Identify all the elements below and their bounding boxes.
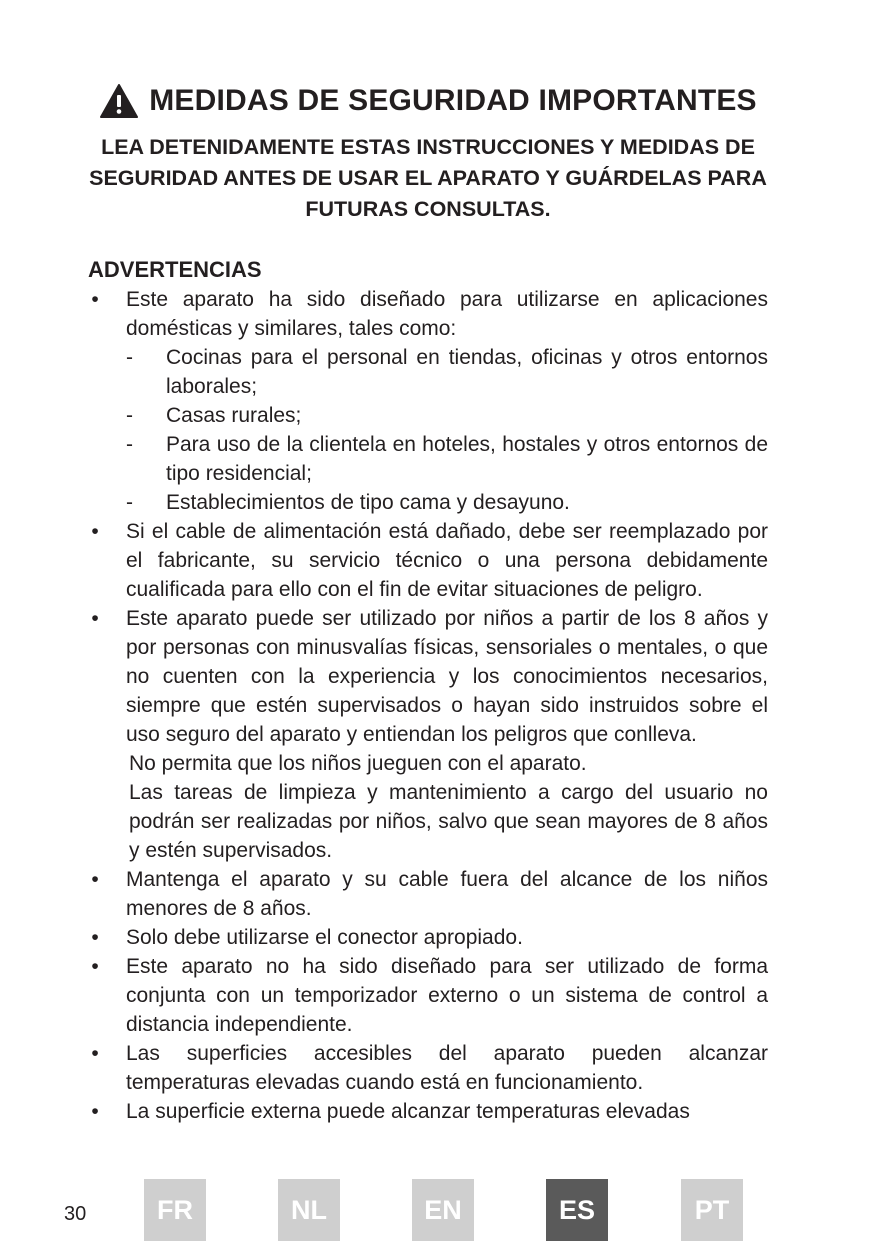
sub-item <box>126 343 768 401</box>
subtitle <box>88 132 768 225</box>
warning-item <box>88 604 768 865</box>
subtitle-line: SEGURIDAD ANTES DE USAR EL APARATO Y GUÁRDELAS PARA <box>89 166 767 190</box>
warning-text: Este aparato ha sido diseñado para utilizarse en aplicaciones domésticas y similares, tales como: <box>126 288 768 340</box>
warning-item <box>88 1039 768 1097</box>
sub-item <box>126 488 768 517</box>
dash-icon: - <box>126 433 133 456</box>
warning-text: Solo debe utilizarse el conector apropiado. <box>126 926 523 949</box>
subtitle-line: FUTURAS CONSULTAS. <box>305 197 551 221</box>
sub-item <box>126 430 768 488</box>
bullet-icon: • <box>91 288 99 311</box>
warning-triangle-icon <box>99 83 139 119</box>
page-title-text: MEDIDAS DE SEGURIDAD IMPORTANTES <box>149 84 757 117</box>
warning-text: Este aparato no ha sido diseñado para ser utilizado de forma conjunta con un temporizador externo o un sistema de control a distancia independiente. <box>126 955 768 1036</box>
bullet-icon: • <box>91 520 99 543</box>
warning-item <box>88 923 768 952</box>
page-number: 30 <box>64 1203 87 1225</box>
warning-text: Este aparato puede ser utilizado por niños a partir de los 8 años y por personas con minusvalías físicas, sensoriales o mentales, o que no cuenten con la experiencia y los conocimientos necesarios, siempre que estén supervisados o hayan sido instruidos sobre el uso seguro del aparato y entiendan los peligros que conlleva. <box>126 607 768 746</box>
section-heading: ADVERTENCIAS <box>88 257 262 282</box>
bullet-icon: • <box>91 926 99 949</box>
warning-text: Las superficies accesibles del aparato pueden alcanzar temperaturas elevadas cuando está en funcionamiento. <box>126 1042 768 1094</box>
sub-item-text: Para uso de la clientela en hoteles, hostales y otros entornos de tipo residencial; <box>166 433 768 485</box>
warning-text: Mantenga el aparato y su cable fuera del alcance de los niños menores de 8 años. <box>126 868 768 920</box>
warnings-list <box>88 285 768 1126</box>
sub-item-text: Cocinas para el personal en tiendas, oficinas y otros entornos laborales; <box>166 346 768 398</box>
bullet-icon: • <box>91 868 99 891</box>
warning-item <box>88 1097 768 1126</box>
sub-list <box>126 343 768 517</box>
dash-icon: - <box>126 404 133 427</box>
warning-text: Si el cable de alimentación está dañado, debe ser reemplazado por el fabricante, su servicio técnico o una persona debidamente cualificada para ello con el fin de evitar situaciones de peligro. <box>126 520 768 601</box>
subtitle-line: LEA DETENIDAMENTE ESTAS INSTRUCCIONES Y MEDIDAS DE <box>101 135 755 159</box>
sub-item-text: Establecimientos de tipo cama y desayuno. <box>166 491 570 514</box>
dash-icon: - <box>126 491 133 514</box>
warning-paragraph: No permita que los niños jueguen con el aparato. <box>129 752 587 775</box>
bullet-icon: • <box>91 955 99 978</box>
sub-item-text: Casas rurales; <box>166 404 302 427</box>
warning-paragraph: Las tareas de limpieza y mantenimiento a cargo del usuario no podrán ser realizadas por niños, salvo que sean mayores de 8 años y estén supervisados. <box>129 781 768 862</box>
warning-item <box>88 865 768 923</box>
page-content <box>88 78 768 1126</box>
bullet-icon: • <box>91 1100 99 1123</box>
sub-item <box>126 401 768 430</box>
warning-item <box>88 285 768 517</box>
warning-item <box>88 952 768 1039</box>
bullet-icon: • <box>91 607 99 630</box>
footer <box>0 1179 886 1241</box>
language-tab-fr[interactable]: FR <box>144 1179 206 1241</box>
language-tab-nl[interactable]: NL <box>278 1179 340 1241</box>
dash-icon: - <box>126 346 133 369</box>
warning-item <box>88 517 768 604</box>
language-tab-pt[interactable]: PT <box>681 1179 743 1241</box>
bullet-icon: • <box>91 1042 99 1065</box>
warning-text: La superficie externa puede alcanzar temperaturas elevadas <box>126 1100 690 1123</box>
language-tab-en[interactable]: EN <box>412 1179 474 1241</box>
page-title <box>88 78 768 124</box>
language-tab-es[interactable]: ES <box>546 1179 608 1241</box>
